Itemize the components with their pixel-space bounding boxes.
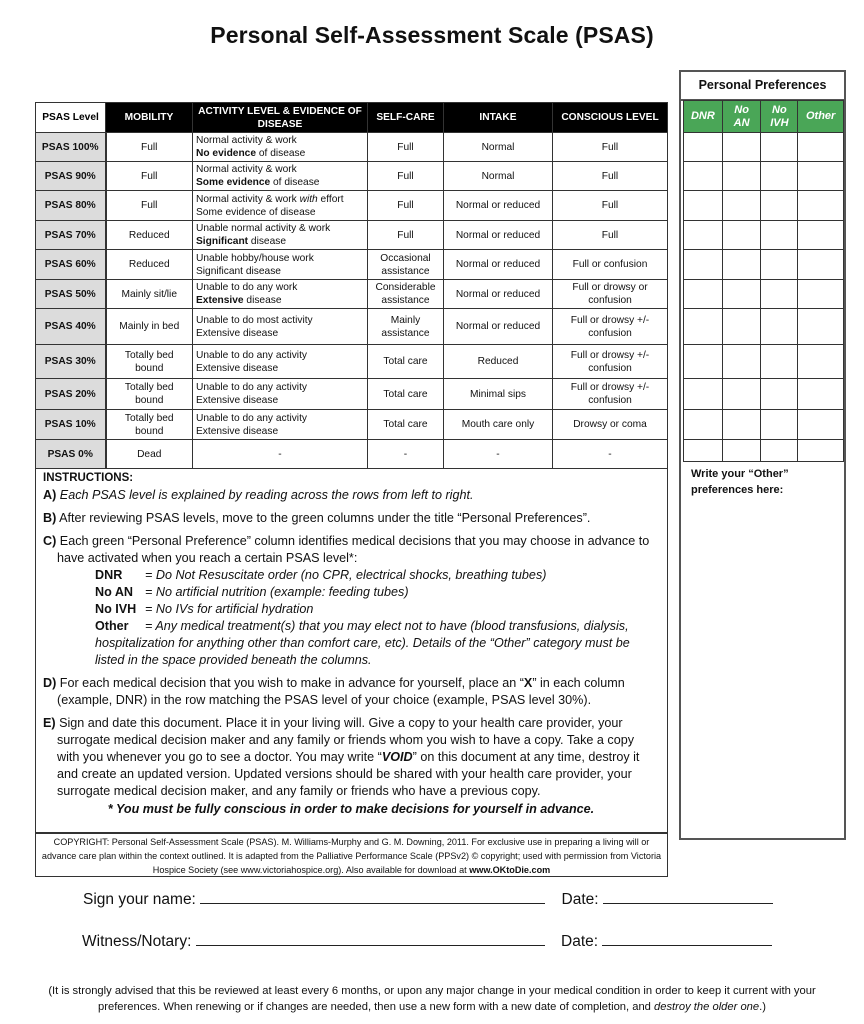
preference-cell-no-ivh[interactable] — [761, 191, 798, 221]
activity-cell — [193, 191, 368, 221]
preference-row — [684, 309, 844, 345]
activity-line: Unable hobby/house work — [196, 252, 314, 264]
self-care-cell: Mainly assistance — [368, 309, 444, 345]
self-care-cell: Total care — [368, 379, 444, 410]
mobility-cell: Mainly in bed — [106, 309, 193, 345]
intake-cell: Normal or reduced — [444, 280, 553, 309]
sign-name-label: Sign your name: — [83, 891, 196, 908]
definition-key: DNR — [95, 568, 123, 582]
preference-cell-no-an[interactable] — [722, 191, 761, 221]
intake-cell: Normal or reduced — [444, 250, 553, 280]
intake-cell: Normal or reduced — [444, 221, 553, 250]
self-care-cell: Full — [368, 133, 444, 162]
preference-row — [684, 379, 844, 410]
mobility-cell: Full — [106, 191, 193, 221]
preference-cell-no-an[interactable] — [722, 133, 761, 162]
activity-evidence: of disease — [270, 177, 320, 188]
definition-value: = Any medical treatment(s) that you may elect not to have (blood transfusions, dialysis, — [145, 619, 629, 633]
instruction-c — [43, 533, 659, 567]
definition-value: = Do Not Resuscitate order (no CPR, electrical shocks, breathing tubes) — [145, 568, 547, 582]
sign-date-label: Date: — [561, 891, 599, 908]
psas-level-cell: PSAS 90% — [36, 162, 106, 191]
definition-other — [95, 618, 659, 635]
mobility-cell: Totally bed bound — [106, 379, 193, 410]
activity-italic: with — [299, 193, 318, 205]
instruction-d-text: For each medical decision that you wish to make in advance for yourself, place an “ — [59, 676, 524, 690]
instruction-c-label: C) — [43, 534, 57, 548]
preference-cell-other[interactable] — [798, 440, 844, 462]
activity-evidence: Significant disease — [196, 265, 281, 277]
instruction-d — [43, 675, 659, 709]
activity-cell — [193, 280, 368, 309]
activity-line: Unable to do any activity — [196, 382, 307, 393]
psas-level-cell: PSAS 30% — [36, 345, 106, 379]
activity-cell — [193, 250, 368, 280]
instruction-d-label: D) — [43, 676, 57, 690]
preference-cell-other[interactable] — [798, 221, 844, 250]
conscious-level-cell: Full — [553, 133, 668, 162]
conscious-level-cell: Full — [553, 162, 668, 191]
activity-evidence-bold: Significant — [196, 236, 249, 247]
conscious-level-cell: - — [553, 440, 668, 469]
other-preferences-input-area[interactable] — [685, 502, 840, 834]
psas-level-cell: PSAS 100% — [36, 133, 106, 162]
activity-evidence: Extensive disease — [196, 362, 279, 374]
header-intake: INTAKE — [444, 103, 553, 133]
conscious-level-cell: Full — [553, 191, 668, 221]
mobility-cell: Mainly sit/lie — [106, 280, 193, 309]
column-other: Other — [798, 101, 844, 133]
activity-evidence: Extensive disease — [196, 425, 279, 437]
instruction-b — [43, 510, 659, 527]
page-title: Personal Self-Assessment Scale (PSAS) — [210, 22, 654, 48]
preference-cell-no-ivh[interactable] — [761, 345, 798, 379]
mobility-cell: Dead — [106, 440, 193, 469]
instructions-box — [35, 461, 668, 833]
table-row — [36, 191, 668, 221]
preference-cell-no-ivh[interactable] — [761, 133, 798, 162]
psas-level-cell: PSAS 70% — [36, 221, 106, 250]
conscious-level-cell: Full or drowsy +/- confusion — [553, 379, 668, 410]
activity-line: Normal activity & work — [196, 164, 297, 175]
conscious-level-cell: Full or confusion — [553, 250, 668, 280]
conscious-level-cell: Full or drowsy +/- confusion — [553, 309, 668, 345]
activity-cell — [193, 309, 368, 345]
self-care-cell: Total care — [368, 345, 444, 379]
preference-cell-no-ivh[interactable] — [761, 250, 798, 280]
preference-cell-other[interactable] — [798, 162, 844, 191]
definition-key: No AN — [95, 585, 134, 599]
column-dnr: DNR — [684, 101, 723, 133]
witness-date-field[interactable] — [602, 931, 772, 946]
preference-cell-other[interactable] — [798, 410, 844, 440]
preference-cell-other[interactable] — [798, 250, 844, 280]
psas-level-cell: PSAS 40% — [36, 309, 106, 345]
activity-evidence: Extensive disease — [196, 327, 279, 339]
instruction-e-text-2: ” on this document at any time, destroy it and create an updated version. Updated versions should be shared with your health care provider, your surrogate medical decision maker, and any family or friends who have a previous copy. — [57, 750, 640, 798]
activity-evidence-bold: Extensive — [196, 295, 244, 306]
preference-cell-other[interactable] — [798, 133, 844, 162]
conscious-level-cell: Full — [553, 221, 668, 250]
preference-cell-no-ivh[interactable] — [761, 440, 798, 462]
header-conscious-level: CONSCIOUS LEVEL — [553, 103, 668, 133]
activity-evidence: disease — [248, 236, 287, 247]
website-link[interactable]: www.OKtoDie.com — [469, 865, 551, 875]
instruction-a-text: Each PSAS level is explained by reading across the rows from left to right. — [59, 488, 474, 502]
preference-row — [684, 133, 844, 162]
preference-cell-no-an[interactable] — [722, 221, 761, 250]
instruction-e-void: VOID — [381, 750, 413, 764]
definitions-list — [95, 567, 659, 669]
other-preferences-note: Write your “Other” preferences here: — [691, 468, 789, 496]
header-activity: ACTIVITY LEVEL & EVIDENCE OF DISEASE — [193, 103, 368, 133]
mobility-cell: Totally bed bound — [106, 410, 193, 440]
activity-evidence: disease — [243, 295, 282, 306]
instruction-d-x: X — [523, 676, 533, 690]
instruction-c-text: Each green “Personal Preference” column identifies medical decisions that you may choose in advance to have activated when you reach a certain PSAS level*: — [57, 534, 650, 565]
preference-row — [684, 345, 844, 379]
preference-row — [684, 191, 844, 221]
conscious-note: * You must be fully conscious in order to make decisions for yourself in advance. — [107, 802, 595, 816]
preference-row — [684, 162, 844, 191]
intake-cell: Minimal sips — [444, 379, 553, 410]
activity-evidence: Extensive disease — [196, 395, 279, 406]
preference-row — [684, 280, 844, 309]
intake-cell: Normal or reduced — [444, 309, 553, 345]
self-care-cell: Total care — [368, 410, 444, 440]
intake-cell: Normal — [444, 162, 553, 191]
preference-cell-dnr[interactable] — [684, 250, 723, 280]
self-care-cell: Full — [368, 162, 444, 191]
activity-line: Unable to do most activity — [196, 314, 313, 326]
preference-cell-no-an[interactable] — [722, 345, 761, 379]
mobility-cell: Reduced — [106, 250, 193, 280]
conscious-level-cell: Drowsy or coma — [553, 410, 668, 440]
preference-row — [684, 250, 844, 280]
activity-line: Normal activity & work — [196, 193, 300, 205]
preference-cell-no-an[interactable] — [722, 250, 761, 280]
footnote-text: (It is strongly advised that this be reviewed at least every 6 months, or upon any major change in your medical condition in order to keep it current with your preferences. When renewing or if changes are needed, then use a new form with a new date of completion, and — [48, 985, 816, 1013]
intake-cell: Normal — [444, 133, 553, 162]
header-self-care: SELF-CARE — [368, 103, 444, 133]
preference-cell-other[interactable] — [798, 345, 844, 379]
mobility-cell: Full — [106, 162, 193, 191]
psas-level-cell: PSAS 10% — [36, 410, 106, 440]
activity-evidence-bold: No evidence — [196, 148, 257, 159]
column-no-an — [722, 101, 761, 133]
intake-cell: - — [444, 440, 553, 469]
instruction-a — [43, 487, 659, 504]
preference-cell-no-an[interactable] — [722, 410, 761, 440]
table-row — [36, 410, 668, 440]
psas-level-cell: PSAS 20% — [36, 379, 106, 410]
witness-label: Witness/Notary: — [82, 933, 192, 950]
witness-field[interactable] — [196, 931, 545, 946]
instruction-e-text: Sign and date this document. Place it in your living will. Give a copy to your health care provider, your surrogate medical decision maker and any family or friends whom you wish to have a copy. Take a copy with you whenever you go to see a doctor. You may write “ — [57, 716, 635, 764]
footnote-italic: destroy the older one — [654, 1001, 760, 1013]
activity-evidence-bold: Some evidence — [196, 177, 271, 188]
instruction-d-text-2: ” in each column (example, DNR) in the row matching the PSAS level of your choice (example, PSAS level 30%). — [57, 676, 625, 707]
sign-date-field[interactable] — [603, 889, 773, 904]
instruction-e-label: E) — [43, 716, 56, 730]
witness-date-label: Date: — [561, 933, 599, 950]
column-no-ivh-label: No IVH — [770, 103, 789, 129]
table-row — [36, 379, 668, 410]
mobility-cell: Totally bed bound — [106, 345, 193, 379]
activity-line-end: effort — [317, 193, 344, 205]
activity-evidence: Some evidence of disease — [196, 206, 316, 218]
preference-cell-no-ivh[interactable] — [761, 280, 798, 309]
activity-cell — [193, 162, 368, 191]
footnote-end: .) — [759, 1001, 766, 1013]
preference-cell-other[interactable] — [798, 191, 844, 221]
table-row — [36, 345, 668, 379]
psas-level-cell: PSAS 0% — [36, 440, 106, 469]
preference-cell-dnr[interactable] — [684, 162, 723, 191]
preference-cell-other[interactable] — [798, 309, 844, 345]
preference-cell-dnr[interactable] — [684, 440, 723, 462]
self-care-cell: Full — [368, 191, 444, 221]
activity-line: Unable normal activity & work — [196, 223, 331, 234]
definition-key: Other — [95, 619, 129, 633]
table-row — [36, 133, 668, 162]
definition-value: = No IVs for artificial hydration — [145, 602, 314, 616]
personal-preferences-panel — [679, 70, 846, 840]
preferences-grid — [683, 100, 844, 462]
header-mobility: MOBILITY — [106, 103, 193, 133]
preference-cell-dnr[interactable] — [684, 221, 723, 250]
table-row — [36, 221, 668, 250]
definition-dnr — [95, 567, 659, 584]
definition-no-an — [95, 584, 659, 601]
activity-line: - — [278, 448, 282, 460]
psas-level-cell: PSAS 80% — [36, 191, 106, 221]
preference-cell-dnr[interactable] — [684, 410, 723, 440]
preference-row — [684, 440, 844, 462]
mobility-cell: Reduced — [106, 221, 193, 250]
preference-row — [684, 410, 844, 440]
sign-name-field[interactable] — [200, 889, 545, 904]
definition-value: = No artificial nutrition (example: feeding tubes) — [145, 585, 409, 599]
instruction-e — [43, 715, 659, 800]
definition-other-continuation: hospitalization for anything other than comfort care, etc). Details of the “Other” category must be listed in the space provided beneath the columns. — [95, 636, 630, 667]
preference-cell-no-an[interactable] — [722, 379, 761, 410]
preference-cell-no-an[interactable] — [722, 280, 761, 309]
preference-cell-no-ivh[interactable] — [761, 410, 798, 440]
preference-cell-no-ivh[interactable] — [761, 221, 798, 250]
header-psas-level: PSAS Level — [36, 103, 106, 133]
preference-cell-no-ivh[interactable] — [761, 309, 798, 345]
conscious-level-cell: Full or drowsy +/- confusion — [553, 345, 668, 379]
preference-cell-no-an[interactable] — [722, 309, 761, 345]
activity-cell — [193, 133, 368, 162]
conscious-level-cell: Full or drowsy or confusion — [553, 280, 668, 309]
preference-cell-dnr[interactable] — [684, 379, 723, 410]
psas-level-cell: PSAS 60% — [36, 250, 106, 280]
self-care-cell: - — [368, 440, 444, 469]
definition-key: No IVH — [95, 602, 137, 616]
column-no-an-label: No AN — [733, 103, 750, 129]
preference-cell-dnr[interactable] — [684, 191, 723, 221]
mobility-cell: Full — [106, 133, 193, 162]
column-no-ivh — [761, 101, 798, 133]
table-row — [36, 280, 668, 309]
personal-preferences-title: Personal Preferences — [681, 72, 844, 101]
self-care-cell: Occasional assistance — [368, 250, 444, 280]
psas-table — [35, 102, 668, 469]
preference-cell-dnr[interactable] — [684, 309, 723, 345]
self-care-cell: Considerable assistance — [368, 280, 444, 309]
activity-cell — [193, 345, 368, 379]
activity-evidence: of disease — [256, 148, 306, 159]
table-row — [36, 309, 668, 345]
activity-cell — [193, 221, 368, 250]
copyright-text: COPYRIGHT: Personal Self-Assessment Scale (PSAS). M. Williams-Murphy and G. M. Downing, 2011. For exclusive use in preparing a living will or advance care plan within the context outlined. It is adapted from the Palliative Performance Scale (PPSv2) © copyright; used with permission from Victoria Hospice Society (see www.victoriahospice.org). Also available for download at — [41, 837, 662, 875]
witness-row — [82, 931, 772, 951]
review-footnote — [0, 983, 864, 1015]
activity-line: Unable to do any work — [196, 282, 298, 293]
psas-level-cell: PSAS 50% — [36, 280, 106, 309]
self-care-cell: Full — [368, 221, 444, 250]
preference-cell-dnr[interactable] — [684, 133, 723, 162]
table-row — [36, 162, 668, 191]
instructions-heading: INSTRUCTIONS: — [43, 472, 134, 484]
instruction-b-text: After reviewing PSAS levels, move to the green columns under the title “Personal Preferences”. — [59, 511, 591, 525]
preference-cell-no-ivh[interactable] — [761, 162, 798, 191]
preference-cell-no-an[interactable] — [722, 162, 761, 191]
activity-line: Unable to do any activity — [196, 412, 307, 424]
activity-cell — [193, 379, 368, 410]
preference-cell-other[interactable] — [798, 280, 844, 309]
instruction-b-label: B) — [43, 511, 57, 525]
table-row — [36, 250, 668, 280]
definition-no-ivh — [95, 601, 659, 618]
activity-line: Normal activity & work — [196, 135, 297, 146]
signature-row — [83, 889, 773, 909]
preference-cell-no-ivh[interactable] — [761, 379, 798, 410]
activity-cell — [193, 410, 368, 440]
preference-cell-dnr[interactable] — [684, 345, 723, 379]
preference-cell-other[interactable] — [798, 379, 844, 410]
copyright-notice — [35, 833, 668, 877]
activity-line: Unable to do any activity — [196, 349, 307, 361]
preference-cell-no-an[interactable] — [722, 440, 761, 462]
instruction-a-label: A) — [43, 488, 57, 502]
intake-cell: Reduced — [444, 345, 553, 379]
intake-cell: Mouth care only — [444, 410, 553, 440]
preference-row — [684, 221, 844, 250]
preference-cell-dnr[interactable] — [684, 280, 723, 309]
intake-cell: Normal or reduced — [444, 191, 553, 221]
